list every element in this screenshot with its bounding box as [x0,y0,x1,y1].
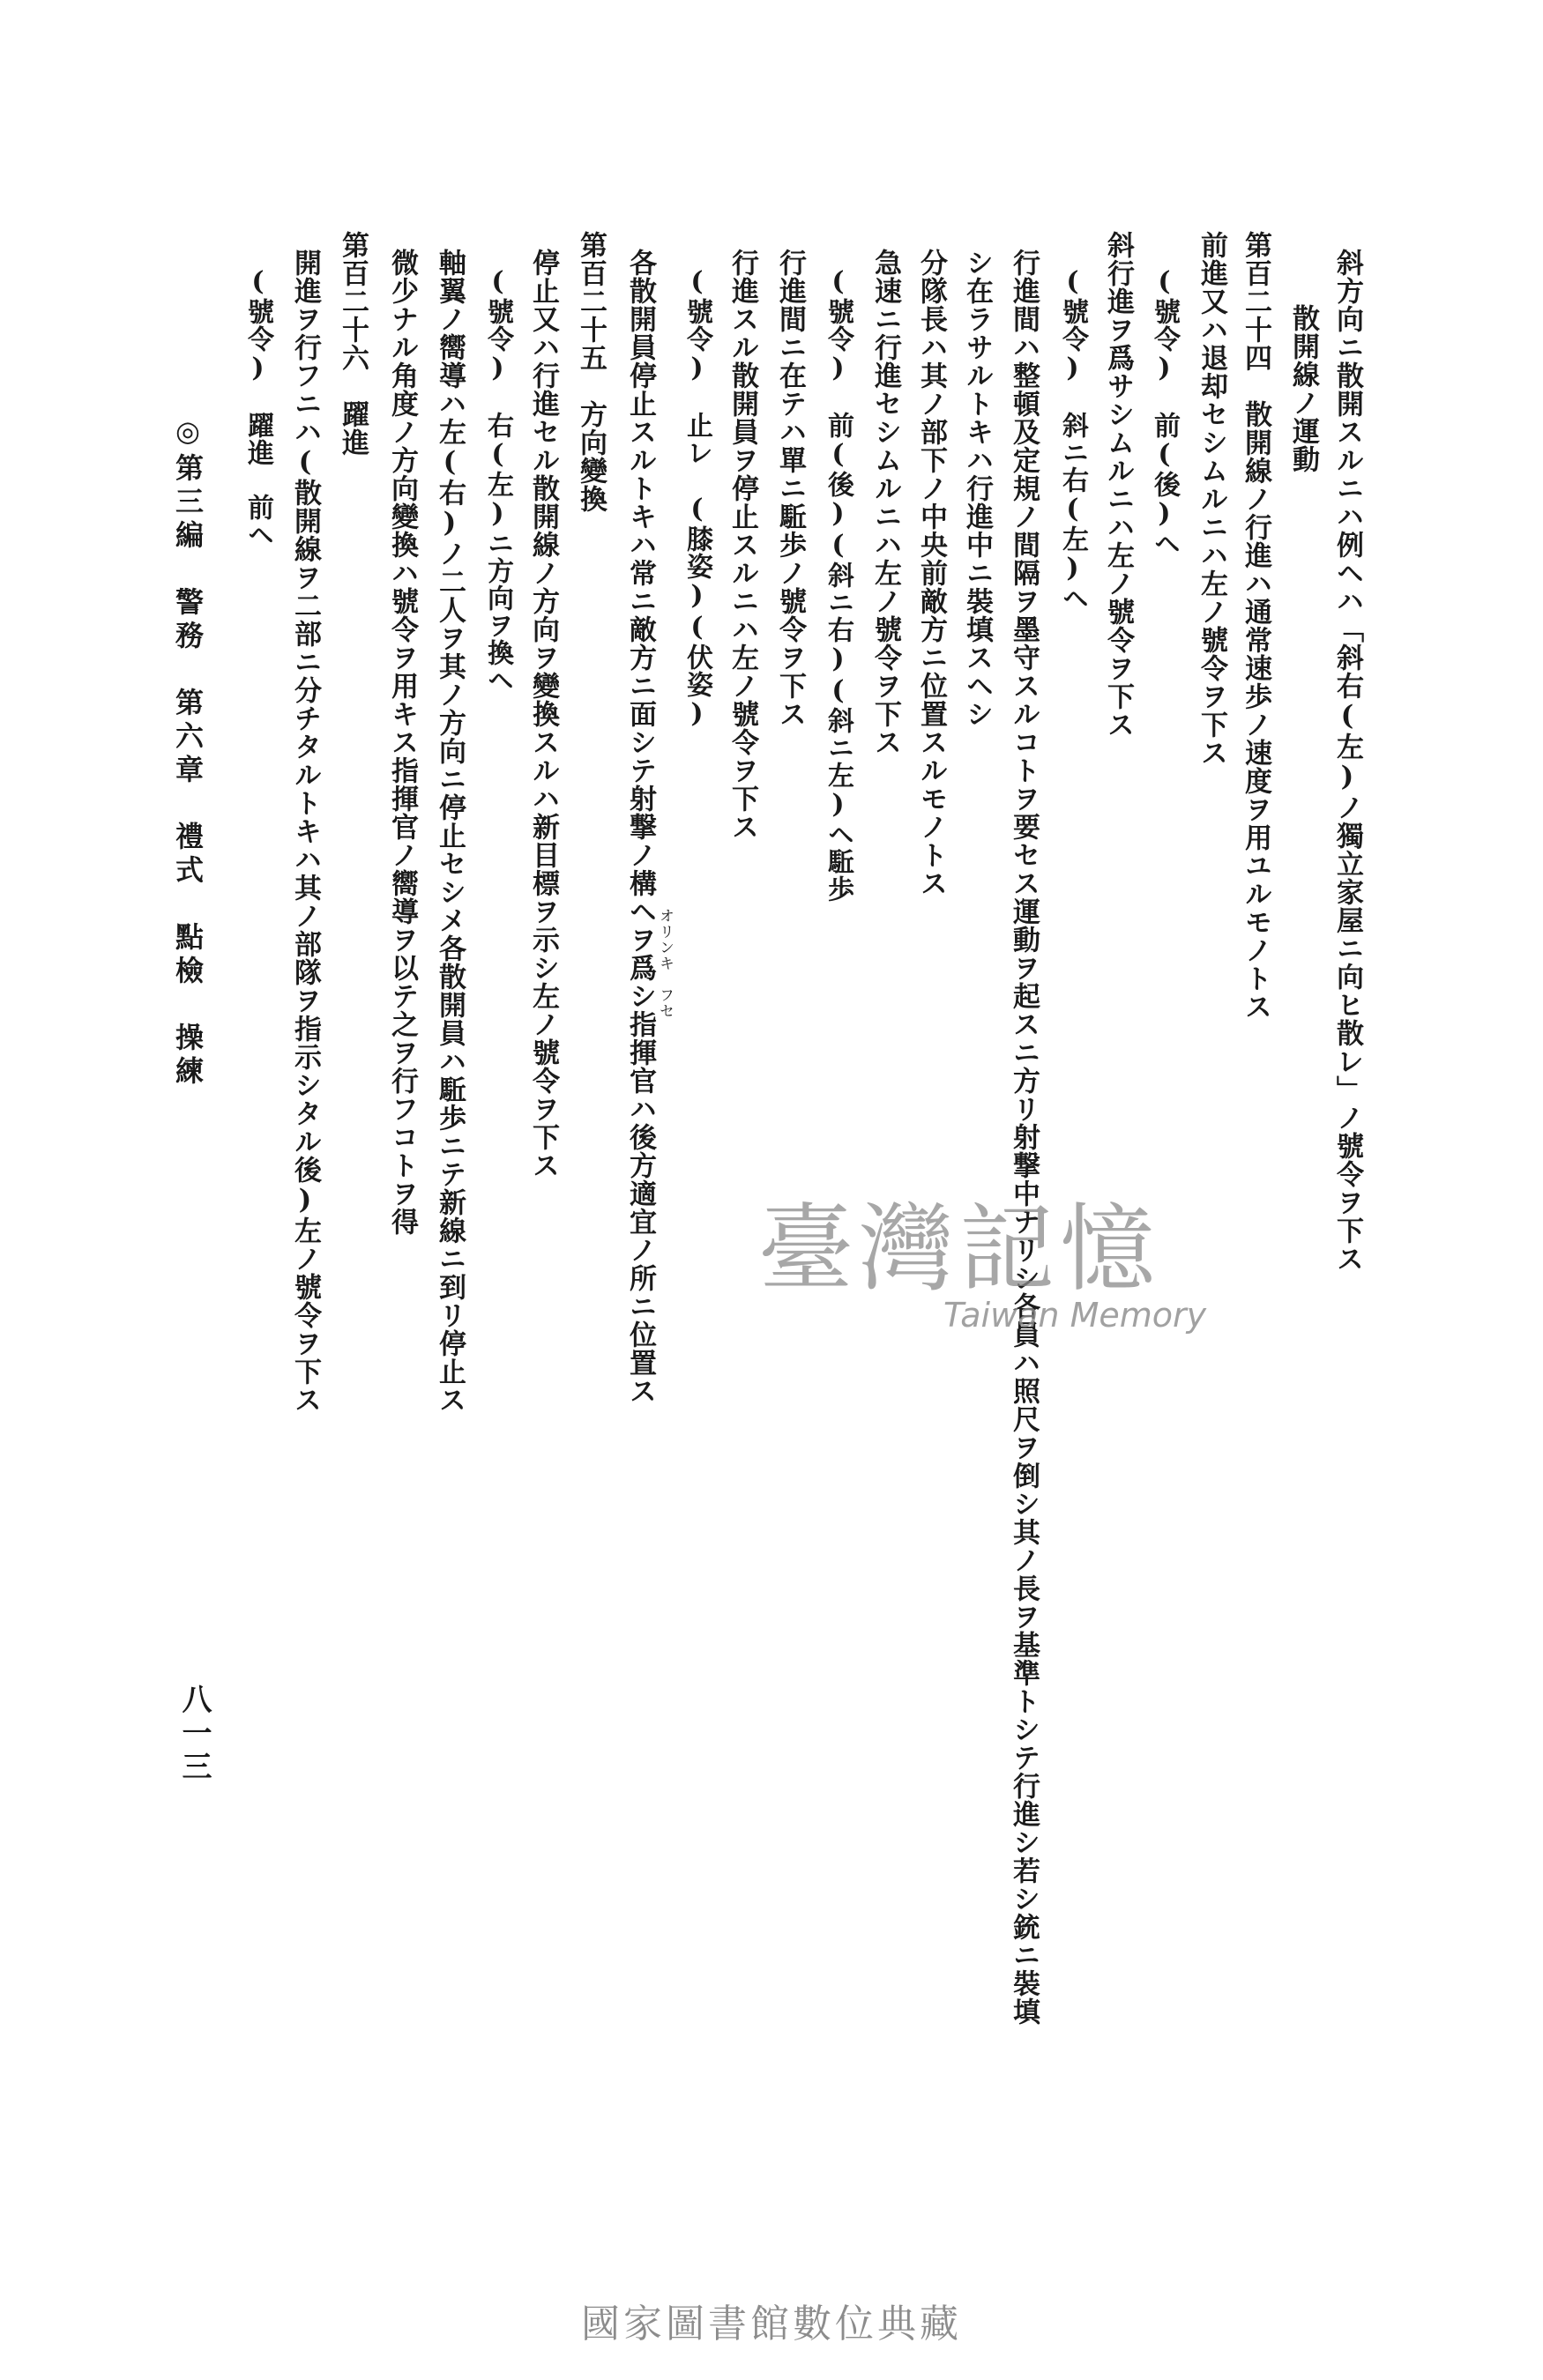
command-line-4: (號令) 止レ (膝姿)(伏姿) [682,266,712,730]
article-126-heading: 第百二十六 躍進 [337,231,369,457]
text-column-13: 行進間ニ在テハ單ニ駈歩ノ號令ヲ下ス [774,249,806,728]
text-column-18: 停止又ハ行進セル散開線ノ方向ヲ變換スルハ新目標ヲ示シ左ノ號令ヲ下ス [527,249,559,1179]
command-line-6: (號令) 躍進 前ヘ [242,266,273,548]
text-column-11: 急速ニ行進セシムルニハ左ノ號令ヲ下ス [869,249,901,756]
ruby-annotation: オリンキ フセ [656,908,674,1019]
command-line-1: (號令) 前(後)ヘ [1149,266,1180,557]
text-column-16: 各散開員停止スルトキハ常ニ敵方ニ面シテ射撃ノ構ヘヲ爲シ指揮官ハ後方適宜ノ所ニ位置ス [624,249,656,1405]
text-column-8: 行進間ハ整頓及定規ノ間隔ヲ墨守スルコトヲ要セス運動ヲ起スニ方リ射撃中ナリシ各員ハ照尺ヲ倒シ其ノ長ヲ基準トシテ行進シ若シ銃ニ裝填 [1008,249,1040,2026]
article-125-heading: 第百二十五 方向變換 [575,231,607,513]
watermark-english: Taiwan Memory [943,1296,1207,1335]
watermark [758,1172,1252,1349]
text-column-20: 軸翼ノ嚮導ハ左(右)ノ二人ヲ其ノ方向ニ停止セシメ各散開員ハ駈歩ニテ新線ニ到リ停止ス [434,249,466,1414]
text-column-1: 斜方向ニ散開スルニハ例ヘハ「斜右(左)ノ獨立家屋ニ向ヒ散レ」ノ號令ヲ下ス [1331,249,1363,1273]
watermark-chinese: 臺灣記憶 [758,1194,1161,1305]
text-column-23: 開進ヲ行フニハ(散開線ヲ二部ニ分チタルトキハ其ノ部隊ヲ指示シタル後)左ノ號令ヲ下ス [289,249,321,1414]
text-column-21: 微少ナル角度ノ方向變換ハ號令ヲ用キス指揮官ノ嚮導ヲ以テ之ヲ行フコトヲ得 [386,249,418,1236]
article-124-heading: 第百二十四 散開線ノ行進ハ通常速歩ノ速度ヲ用ユルモノトス [1240,231,1271,1021]
text-column-10: 分隊長ハ其ノ部下ノ中央前敵方ニ位置スルモノトス [915,249,947,897]
text-column-6: 斜行進ヲ爲サシムルニハ左ノ號令ヲ下ス [1102,231,1134,739]
command-line-3: (號令) 前(後)(斜ニ右)(斜ニ左)ヘ駈歩 [823,266,853,903]
page-number: 八一三 [176,1684,212,1784]
text-column-4: 前進又ハ退却セシムルニハ左ノ號令ヲ下ス [1196,231,1227,767]
command-line-5: (號令) 右(左)ニ方向ヲ換ヘ [482,266,513,694]
section-heading: 散開線ノ運動 [1287,304,1319,473]
text-column-9: シ在ラサルトキハ行進中ニ裝填スヘシ [961,249,993,728]
text-column-14: 行進スル散開員ヲ停止スルニハ左ノ號令ヲ下ス [727,249,758,841]
running-head: ◎第三編 警務 第六章 禮式 點檢 操練 [171,414,205,1090]
archive-mark: 國家圖書館數位典藏 [581,2302,962,2347]
command-line-2: (號令) 斜ニ右(左)ヘ [1057,266,1088,612]
